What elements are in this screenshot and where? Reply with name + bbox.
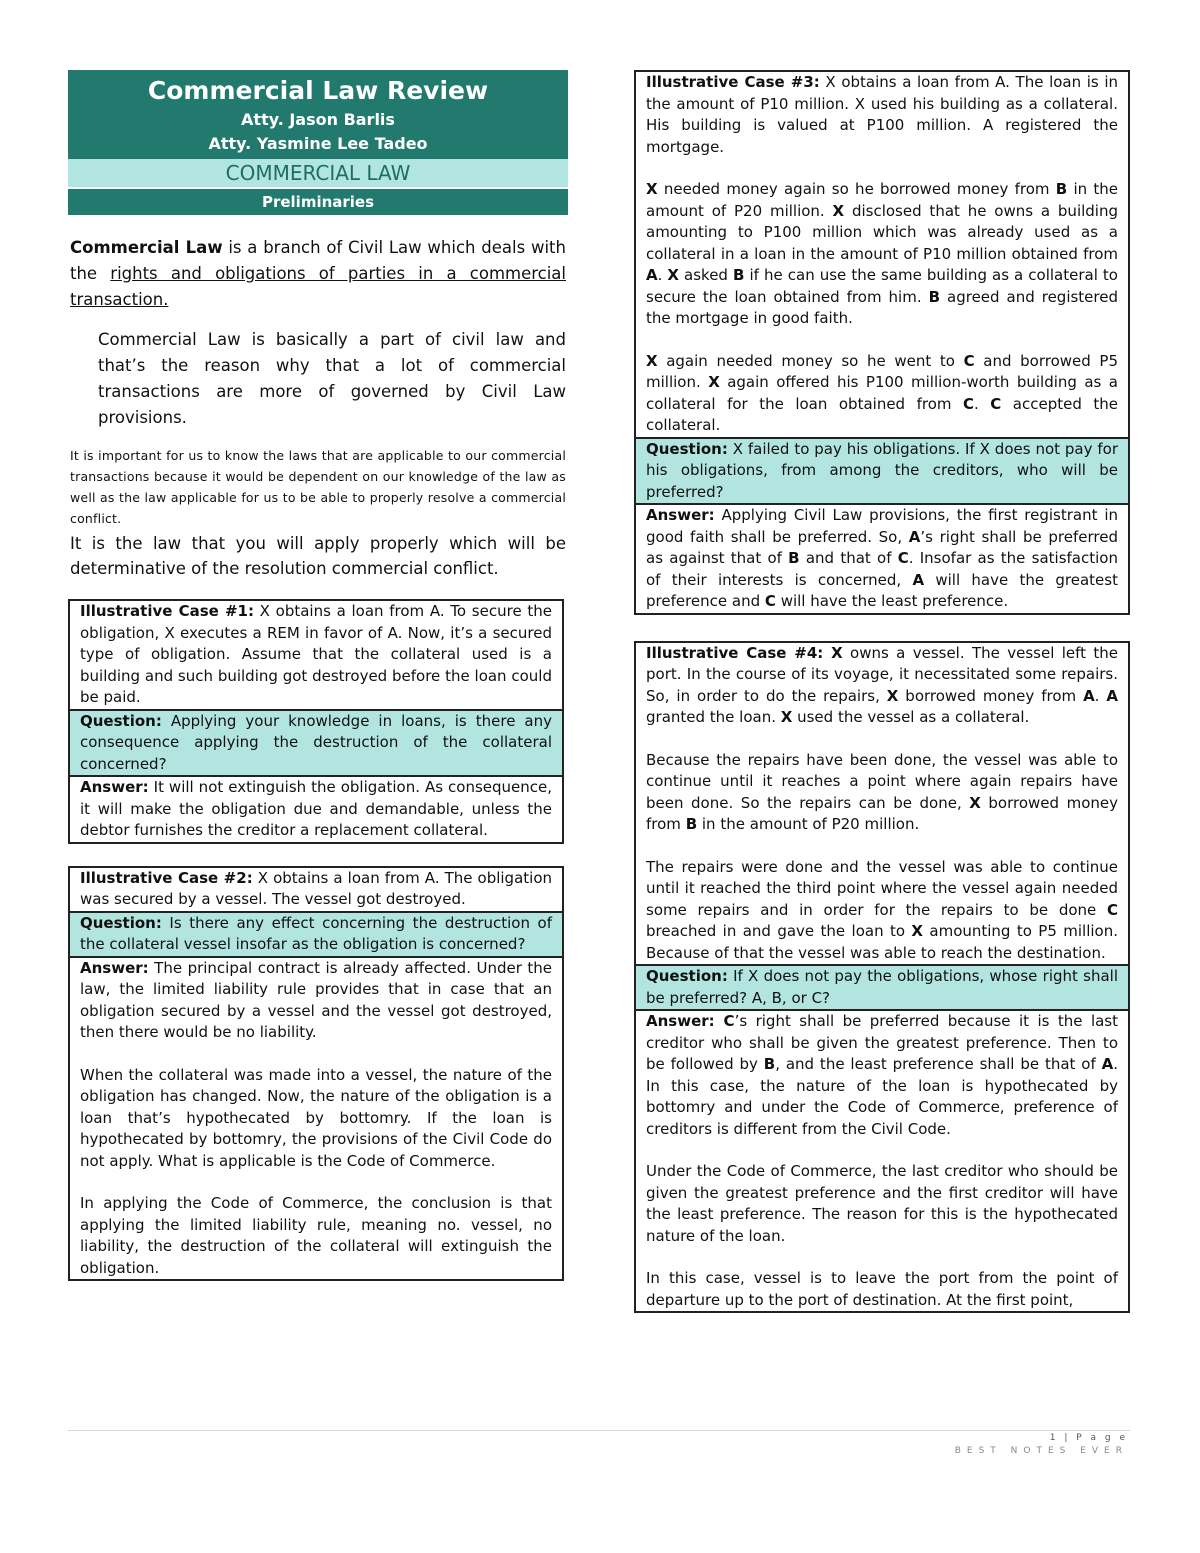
- answer-label: Answer:: [646, 506, 715, 524]
- case-1-answer: [70, 775, 562, 842]
- closing-paragraph: It is the law that you will apply properly which will be determinative of the resolution commercial conflict.: [70, 534, 566, 578]
- case-4-question: [636, 964, 1128, 1009]
- answer-paragraph-3: In applying the Code of Commerce, the conclusion is that applying the limited liability rule, meaning no. vessel, no liability, the destruction of the collateral will extinguish the obligation.: [80, 1194, 552, 1277]
- definition-underlined: rights and obligations of parties in a commercial transaction.: [70, 264, 567, 309]
- text-run: borrowed money from: [898, 686, 1084, 705]
- party-b: B: [763, 1055, 776, 1073]
- party-x: X: [708, 373, 720, 391]
- party-c: C: [1106, 900, 1118, 919]
- party-c: C: [764, 592, 776, 610]
- text-run: will have the greatest preference and: [646, 570, 1118, 610]
- case-4-paragraph-3: [646, 857, 1118, 965]
- party-x: X: [667, 266, 679, 284]
- party-x: X: [646, 180, 658, 198]
- party-x: X: [969, 793, 981, 812]
- case-2-facts: [70, 868, 562, 911]
- text-run: if he can use the same building as a collateral to secure the loan obtained from him.: [646, 266, 1118, 306]
- case-3-answer: [636, 503, 1128, 613]
- party-b: B: [788, 549, 800, 567]
- answer-paragraph-3: In this case, vessel is to leave the port from the point of departure up to the port of destination. At the first point,: [646, 1269, 1118, 1309]
- party-c: C: [897, 549, 909, 567]
- question-label: Question:: [80, 913, 162, 932]
- case-4-facts: [636, 643, 1128, 965]
- party-c: C: [990, 394, 1002, 413]
- definition-text: is a branch of Civil Law which deals with the: [70, 238, 566, 283]
- answer-paragraph-2: When the collateral was made into a vessel, the nature of the obligation has changed. Now, the nature of the obligation is a loan that’s hypothecated by bottomry. If the loan is hypothecated by bottomry, the provisions of the Civil Code do not apply. What is applicable is the Code of Commerce.: [80, 1065, 552, 1170]
- text-run: asked: [679, 266, 733, 284]
- party-a: A: [908, 527, 921, 546]
- text-run: . Insofar as the satisfaction of their interests is concerned,: [646, 549, 1118, 589]
- case-1-text: X obtains a loan from A. To secure the obligation, X executes a REM in favor of A. Now, it’s a secured type of obligation. Assume that the collateral used is a building and such building got destroyed before the loan could be paid.: [80, 602, 552, 706]
- text-run: borrowed money from: [646, 793, 1118, 833]
- case-3-text: X obtains a loan from A. The loan is in the amount of P10 million. X used his building as a collateral. His building is valued at P100 million. A registered the mortgage.: [646, 73, 1119, 156]
- party-x: X: [780, 708, 793, 726]
- party-a: A: [1101, 1055, 1114, 1073]
- text-run: . In this case, the nature of the loan is hypothecated by bottomry and under the Code of Commerce, preference of creditors is different from the Civil Code.: [646, 1055, 1118, 1138]
- text-run: breached in and gave the loan to: [646, 922, 912, 940]
- text-run: Applying Civil Law provisions, the first registrant in good faith shall be preferred. So,: [646, 506, 1118, 546]
- answer-label: Answer:: [80, 958, 149, 977]
- party-c: C: [962, 394, 974, 413]
- question-text: If X does not pay the obligations, whose right shall be preferred? A, B, or C?: [646, 967, 1118, 1007]
- indented-note: Commercial Law is basically a part of civil law and that’s the reason why that a lot of commercial transactions are more of governed by Civil Law provisions.: [98, 330, 566, 427]
- text-run: again offered his P100 million-worth building as a collateral for the loan obtained from: [646, 373, 1119, 413]
- answer-label: Answer:: [80, 778, 149, 796]
- footer-divider: [68, 1430, 1130, 1431]
- text-run: disclosed that he owns a building amounting to P100 million which was already used as a collateral in a loan in the amount of P10 million obtained from: [646, 201, 1118, 263]
- answer-paragraph-2: Under the Code of Commerce, the last creditor who should be given the greatest preference and the first creditor will have the least preference. The reason for this is the hypothecated nature of the loan.: [646, 1162, 1118, 1245]
- text-run: and that of: [799, 549, 898, 567]
- header-banner: [68, 70, 568, 159]
- author-1: Atty. Jason Barlis: [241, 110, 395, 129]
- case-1-facts: [70, 601, 562, 709]
- case-1-label: Illustrative Case #1:: [80, 602, 254, 620]
- party-b: B: [685, 815, 698, 833]
- party-x: X: [646, 351, 658, 370]
- party-a: A: [912, 570, 925, 589]
- answer-text: The principal contract is already affected. Under the law, the limited liability rule provides that in case that an obligation secured by a vessel and the vessel got destroyed, then there would be no liability.: [80, 958, 552, 1041]
- text-run: and borrowed P5 million.: [646, 351, 1118, 391]
- party-b: B: [928, 287, 941, 306]
- text-run: The repairs were done and the vessel was able to continue until it reached the third point where the vessel again needed some repairs and in order for the repairs to be done: [646, 857, 1118, 919]
- illustrative-case-3: [634, 70, 1130, 615]
- question-text: Is there any effect concerning the destruction of the collateral vessel insofar as the obligation is concerned?: [80, 913, 552, 953]
- text-run: owns a vessel. The vessel left the port. In the course of its voyage, it necessitated some repairs. So, in order to do the repairs,: [646, 643, 1118, 705]
- text-run: agreed and registered the mortgage in good faith.: [646, 287, 1118, 327]
- question-text: X failed to pay his obligations. If X does not pay for his obligations, from among the creditors, who will be preferred?: [646, 439, 1118, 501]
- party-a: A: [1083, 686, 1095, 705]
- question-label: Question:: [80, 711, 162, 730]
- illustrative-case-4: [634, 641, 1130, 1314]
- text-run: granted the loan.: [646, 708, 781, 726]
- case-4-paragraph-2: [646, 750, 1118, 836]
- party-x: X: [886, 686, 899, 705]
- illustrative-case-2: [68, 866, 564, 1282]
- case-1-question: [70, 709, 562, 776]
- text-run: again needed money so he went to: [657, 351, 964, 370]
- case-2-text: X obtains a loan from A. The obligation was secured by a vessel. The vessel got destroyed.: [80, 868, 553, 908]
- footer-tagline: BEST NOTES EVER: [954, 1446, 1128, 1456]
- text-run: accepted the collateral.: [646, 394, 1118, 434]
- text-run: .: [657, 266, 668, 284]
- case-2-label: Illustrative Case #2:: [80, 868, 253, 887]
- case-4-answer: [636, 1009, 1128, 1311]
- text-run: amounting to P5 million. Because of that the vessel was able to reach the destination.: [646, 922, 1118, 962]
- party-b: B: [733, 266, 745, 284]
- illustrative-case-1: [68, 599, 564, 844]
- section-heading: Preliminaries: [68, 187, 568, 215]
- right-column: [634, 70, 1130, 1313]
- definition-term: Commercial Law: [70, 238, 223, 257]
- party-b: B: [1055, 180, 1068, 198]
- answer-label: Answer: C: [646, 1012, 735, 1030]
- party-a: A: [1106, 686, 1118, 705]
- definition-paragraph: [68, 235, 568, 313]
- answer-text: It will not extinguish the obligation. As consequence, it will make the obligation due and demandable, unless the debtor furnishes the creditor a replacement collateral.: [80, 778, 552, 839]
- case-4-label: Illustrative Case #4:: [646, 643, 824, 662]
- text-run: in the amount of P20 million.: [697, 815, 920, 833]
- text-run: will have the least preference.: [775, 592, 1009, 610]
- case-2-answer: [70, 956, 562, 1280]
- case-3-paragraph-2: [646, 179, 1118, 330]
- party-x: X: [823, 643, 843, 662]
- case-3-question: [636, 437, 1128, 504]
- party-x: X: [832, 201, 845, 220]
- subject-heading: COMMERCIAL LAW: [68, 159, 568, 187]
- text-run: .: [974, 394, 991, 413]
- case-2-question: [70, 911, 562, 956]
- page-number: 1 | P a g e: [1049, 1433, 1128, 1443]
- question-text: Applying your knowledge in loans, is there any consequence applying the destruction of the collateral concerned?: [80, 711, 552, 773]
- text-run: ’s right shall be preferred as against that of: [646, 527, 1118, 567]
- party-x: X: [911, 922, 923, 940]
- text-run: , and the least preference shall be that of: [775, 1055, 1102, 1073]
- question-label: Question:: [646, 439, 728, 458]
- party-a: A: [646, 266, 658, 284]
- case-3-facts: [636, 72, 1128, 437]
- left-column: [68, 70, 568, 1281]
- text-run: Because the repairs have been done, the vessel was able to continue until it reaches a point where again repairs have been done. So the repairs can be done,: [646, 750, 1118, 812]
- case-3-paragraph-3: [646, 351, 1118, 437]
- small-note: It is important for us to know the laws that are applicable to our commercial transactions because it would be dependent on our knowledge of the law as well as the law applicable for us to be able to properly resolve a commercial conflict.: [70, 448, 566, 526]
- text-run: needed money again so he borrowed money from: [657, 180, 1056, 198]
- author-2: Atty. Yasmine Lee Tadeo: [208, 134, 428, 153]
- text-run: ’s right shall be preferred because it is the last creditor who shall be given the greatest preference. Then to be followed by: [646, 1012, 1119, 1073]
- document-title: Commercial Law Review: [147, 76, 489, 105]
- case-3-label: Illustrative Case #3:: [646, 73, 820, 91]
- text-run: used the vessel as a collateral.: [792, 708, 1030, 726]
- question-label: Question:: [646, 967, 728, 985]
- text-run: in the amount of P20 million.: [646, 180, 1119, 220]
- text-run: .: [1094, 686, 1107, 705]
- party-c: C: [963, 351, 975, 370]
